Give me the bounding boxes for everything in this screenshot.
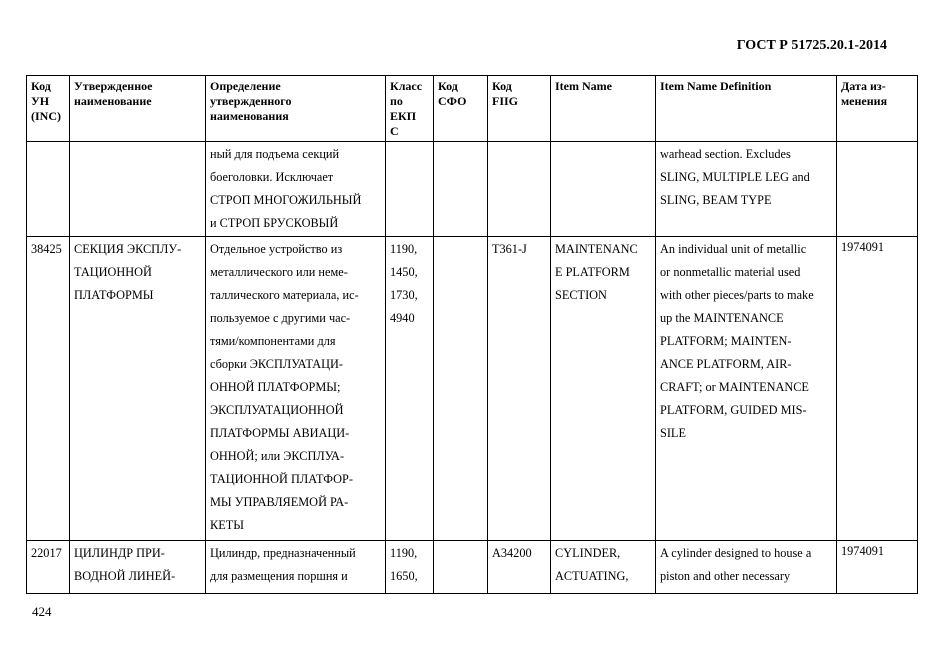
cell-text: металлического или неме- <box>210 265 348 279</box>
table-row <box>27 142 918 237</box>
cell-text: 1190, <box>390 242 418 256</box>
cell-text: ЭКСПЛУАТАЦИОННОЙ <box>210 403 344 417</box>
inc-cell <box>27 237 70 541</box>
cell-text: ПЛАТФОРМЫ АВИАЦИ- <box>210 426 350 440</box>
cell-text: КЕТЫ <box>210 518 244 532</box>
cell-text: PLATFORM; MAINTEN- <box>660 334 792 348</box>
cell-text: PLATFORM, GUIDED MIS- <box>660 403 807 417</box>
date-cell <box>837 541 918 594</box>
cell-text: МЫ УПРАВЛЯЕМОЙ РА- <box>210 495 349 509</box>
item-definition-cell <box>656 142 837 237</box>
fiig-cell <box>488 142 551 237</box>
cell-text: ACTUATING, <box>555 569 629 583</box>
cell-text: 1974091 <box>841 240 885 254</box>
cell-text: ОННОЙ ПЛАТФОРМЫ; <box>210 380 341 394</box>
cell-text: with other pieces/parts to make <box>660 288 814 302</box>
header-text: Дата из- <box>841 79 886 93</box>
cell-text: ТАЦИОННОЙ <box>74 265 152 279</box>
page-number: 424 <box>32 604 52 619</box>
header-text: Код <box>438 79 458 93</box>
cell-text: Отдельное устройство из <box>210 242 343 256</box>
cell-text: A cylinder designed to house a <box>660 546 812 560</box>
cell-text: SLING, BEAM TYPE <box>660 193 772 207</box>
inc-cell <box>27 541 70 594</box>
header-item-definition <box>656 76 837 142</box>
cell-text: ЦИЛИНДР ПРИ- <box>74 546 165 560</box>
sfo-cell <box>434 541 488 594</box>
header-class <box>386 76 434 142</box>
cell-text: 38425 <box>31 242 62 256</box>
cell-text: SLING, MULTIPLE LEG and <box>660 170 810 184</box>
sfo-cell <box>434 142 488 237</box>
header-fiig <box>488 76 551 142</box>
fiig-cell <box>488 541 551 594</box>
cell-text: 4940 <box>390 311 415 325</box>
cell-text: SECTION <box>555 288 607 302</box>
cell-text: A34200 <box>492 546 532 560</box>
cell-text: 1190, <box>390 546 418 560</box>
header-text: утвержденного <box>210 94 292 108</box>
header-text: (INC) <box>31 109 61 123</box>
approved-name-cell <box>70 142 206 237</box>
header-text: по <box>390 94 403 108</box>
approved-name-cell <box>70 541 206 594</box>
date-cell <box>837 237 918 541</box>
item-name-cell <box>551 541 656 594</box>
cell-text: warhead section. Excludes <box>660 147 791 161</box>
header-text: СФО <box>438 94 467 108</box>
cell-text: 1974091 <box>841 544 885 558</box>
header-text: Утвержденное <box>74 79 153 93</box>
definition-cell <box>206 237 386 541</box>
header-text: С <box>390 124 399 138</box>
header-text: Item Name Definition <box>660 79 772 93</box>
cell-text: боеголовки. Исключает <box>210 170 334 184</box>
cell-text: ПЛАТФОРМЫ <box>74 288 154 302</box>
inc-cell <box>27 142 70 237</box>
item-name-cell <box>551 237 656 541</box>
header-text: Определение <box>210 79 281 93</box>
cell-text: E PLATFORM <box>555 265 630 279</box>
cell-text: 1730, <box>390 288 418 302</box>
header-text: Код <box>492 79 512 93</box>
cell-text: SILE <box>660 426 686 440</box>
table-row <box>27 237 918 541</box>
cell-text: MAINTENANC <box>555 242 638 256</box>
header-text: Item Name <box>555 79 612 93</box>
data-table <box>26 75 918 594</box>
cell-text: or nonmetallic material used <box>660 265 801 279</box>
cell-text: ный для подъема секций <box>210 147 340 161</box>
class-cell <box>386 237 434 541</box>
document-header: ГОСТ Р 51725.20.1-2014 <box>736 38 887 53</box>
definition-cell <box>206 541 386 594</box>
cell-text: CYLINDER, <box>555 546 621 560</box>
header-text: Код <box>31 79 51 93</box>
cell-text: и СТРОП БРУСКОВЫЙ <box>210 216 339 230</box>
class-cell <box>386 541 434 594</box>
table-header-row <box>27 76 918 142</box>
table-row <box>27 541 918 594</box>
cell-text: СТРОП МНОГОЖИЛЬНЫЙ <box>210 193 362 207</box>
cell-text: для размещения поршня и <box>210 569 348 583</box>
cell-text: piston and other necessary <box>660 569 791 583</box>
header-approved-name <box>70 76 206 142</box>
cell-text: An individual unit of metallic <box>660 242 807 256</box>
header-text: Класс <box>390 79 423 93</box>
sfo-cell <box>434 237 488 541</box>
cell-text: 1450, <box>390 265 418 279</box>
header-text: наименование <box>74 94 152 108</box>
definition-cell <box>206 142 386 237</box>
header-text: наименования <box>210 109 289 123</box>
item-definition-cell <box>656 541 837 594</box>
header-definition <box>206 76 386 142</box>
class-cell <box>386 142 434 237</box>
cell-text: СЕКЦИЯ ЭКСПЛУ- <box>74 242 182 256</box>
approved-name-cell <box>70 237 206 541</box>
header-text: FIIG <box>492 94 519 108</box>
date-cell <box>837 142 918 237</box>
header-text: ЕКП <box>390 109 417 123</box>
cell-text: сборки ЭКСПЛУАТАЦИ- <box>210 357 344 371</box>
cell-text: таллического материала, ис- <box>210 288 359 302</box>
cell-text: up the MAINTENANCE <box>660 311 784 325</box>
cell-text: ANCE PLATFORM, AIR- <box>660 357 792 371</box>
cell-text: ТАЦИОННОЙ ПЛАТФОР- <box>210 472 353 486</box>
cell-text: CRAFT; or MAINTENANCE <box>660 380 809 394</box>
cell-text: ВОДНОЙ ЛИНЕЙ- <box>74 569 176 583</box>
header-date <box>837 76 918 142</box>
cell-text: 1650, <box>390 569 418 583</box>
cell-text: Цилиндр, предназначенный <box>210 546 356 560</box>
item-definition-cell <box>656 237 837 541</box>
cell-text: T361-J <box>492 242 527 256</box>
cell-text: пользуемое с другими час- <box>210 311 351 325</box>
item-name-cell <box>551 142 656 237</box>
header-inc <box>27 76 70 142</box>
header-text: менения <box>841 94 888 108</box>
cell-text: ОННОЙ; или ЭКСПЛУА- <box>210 449 345 463</box>
cell-text: 22017 <box>31 546 62 560</box>
header-item-name <box>551 76 656 142</box>
fiig-cell <box>488 237 551 541</box>
cell-text: тями/компонентами для <box>210 334 336 348</box>
header-text: УН <box>31 94 50 108</box>
header-sfo <box>434 76 488 142</box>
